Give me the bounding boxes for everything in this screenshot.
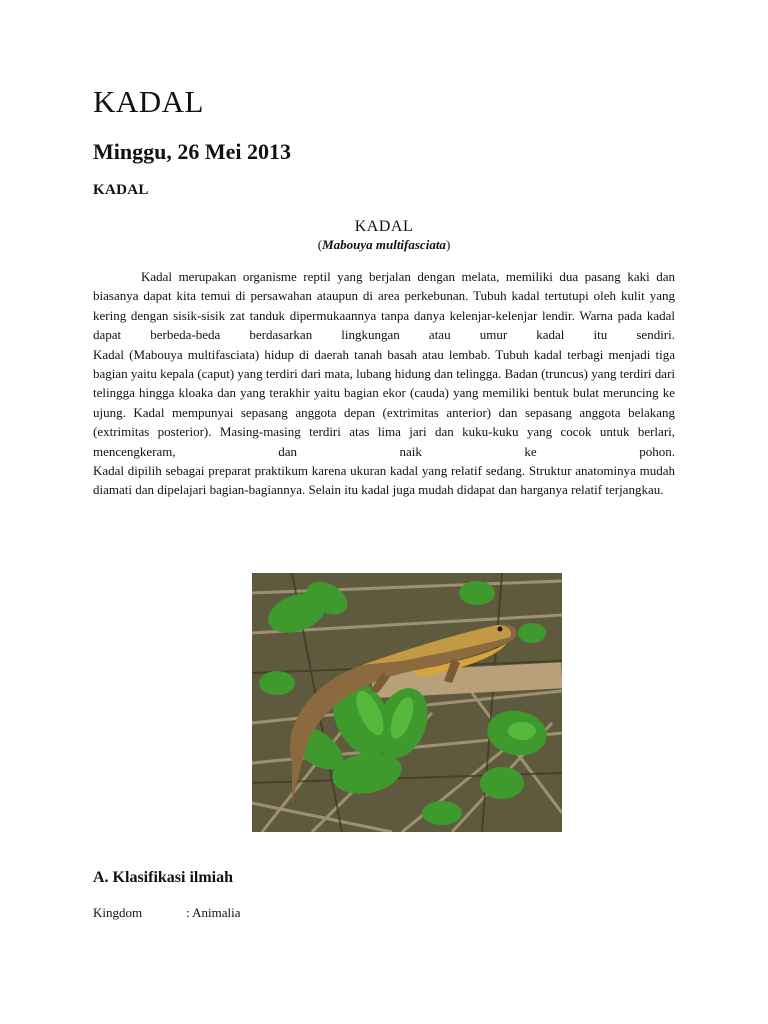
paragraph-line: tertutupi oleh kulit yang kering dengan sisik-sisik zat tanduk dipermukaannya tanpa danya [93, 288, 675, 323]
paragraph-line: didapat dan harganya relatif terjangkau. [456, 482, 664, 498]
blog-title: KADAL [93, 84, 204, 119]
lizard-photo [252, 573, 562, 832]
paragraph-line: umur kadal itu sendiri. [479, 327, 676, 343]
paragraph-intro [93, 267, 675, 345]
classification-label: Kingdom [93, 905, 143, 920]
scientific-name: (Mabouya multifasciata) [317, 237, 451, 252]
classification-value: : Animalia [186, 905, 241, 920]
paragraph-anatomy [93, 345, 675, 461]
paragraph-line: (cauda) yang memiliki bentuk bulat meruncing ke ujung. Kadal mempunyai sepasang [93, 385, 675, 420]
post-title[interactable]: KADAL [93, 182, 149, 198]
paragraph-line: Masing-masing terdiri atas lima jari dan kuku-kuku yang cocok untuk berlari, [219, 424, 676, 440]
paragraph-line: kaki dan biasanya dapat kita temui di persawahan ataupun di area perkebunan. Tubuh kadal [93, 269, 676, 304]
paragraph-line: Kadal merupakan organisme reptil yang berjalan dengan melata, memiliki dua pasang [141, 269, 621, 284]
paragraph-line: Kadal (Mabouya multifasciata) hidup di daerah tanah basah atau lembab. Tubuh kadal terbagi [93, 346, 604, 362]
paragraph-reason [93, 461, 675, 500]
paragraph-line: Badan (truncus) yang terdiri dari telingga hingga kloaka dan yang terakhir yaitu bagian ekor [93, 366, 676, 401]
document-title: KADAL [354, 218, 414, 235]
scientific-name-text: Mabouya multifasciata [322, 237, 446, 252]
post-date: Minggu, 26 Mei 2013 [93, 139, 291, 164]
paragraph-line: anatominya mudah diamati dan dipelajari bagian-bagiannya. Selain itu kadal juga mudah [93, 463, 676, 498]
paragraph-line: mencengkeram, dan naik ke pohon. [93, 443, 675, 459]
paragraph-line: kelenjar-kelenjar lendir. Warna pada kadal dapat berbeda-beda berdasarkan lingkungan atau [93, 307, 676, 343]
article-body [93, 267, 675, 500]
lizard-illustration [252, 573, 562, 832]
paragraph-line: menjadi tiga bagian yaitu kepala (caput) yang terdiri dari mata, lubang hidung dan telingga. [93, 346, 675, 382]
document-heading [93, 218, 675, 253]
paragraph-line: anggota depan (extrimitas anterior) dan sepasang anggota belakang (extrimitas posterior). [93, 404, 676, 440]
section-heading-classification: A. Klasifikasi ilmiah [93, 869, 234, 886]
paragraph-line: Kadal dipilih sebagai preparat praktikum karena ukuran kadal yang relatif sedang. Struktur [93, 463, 572, 479]
